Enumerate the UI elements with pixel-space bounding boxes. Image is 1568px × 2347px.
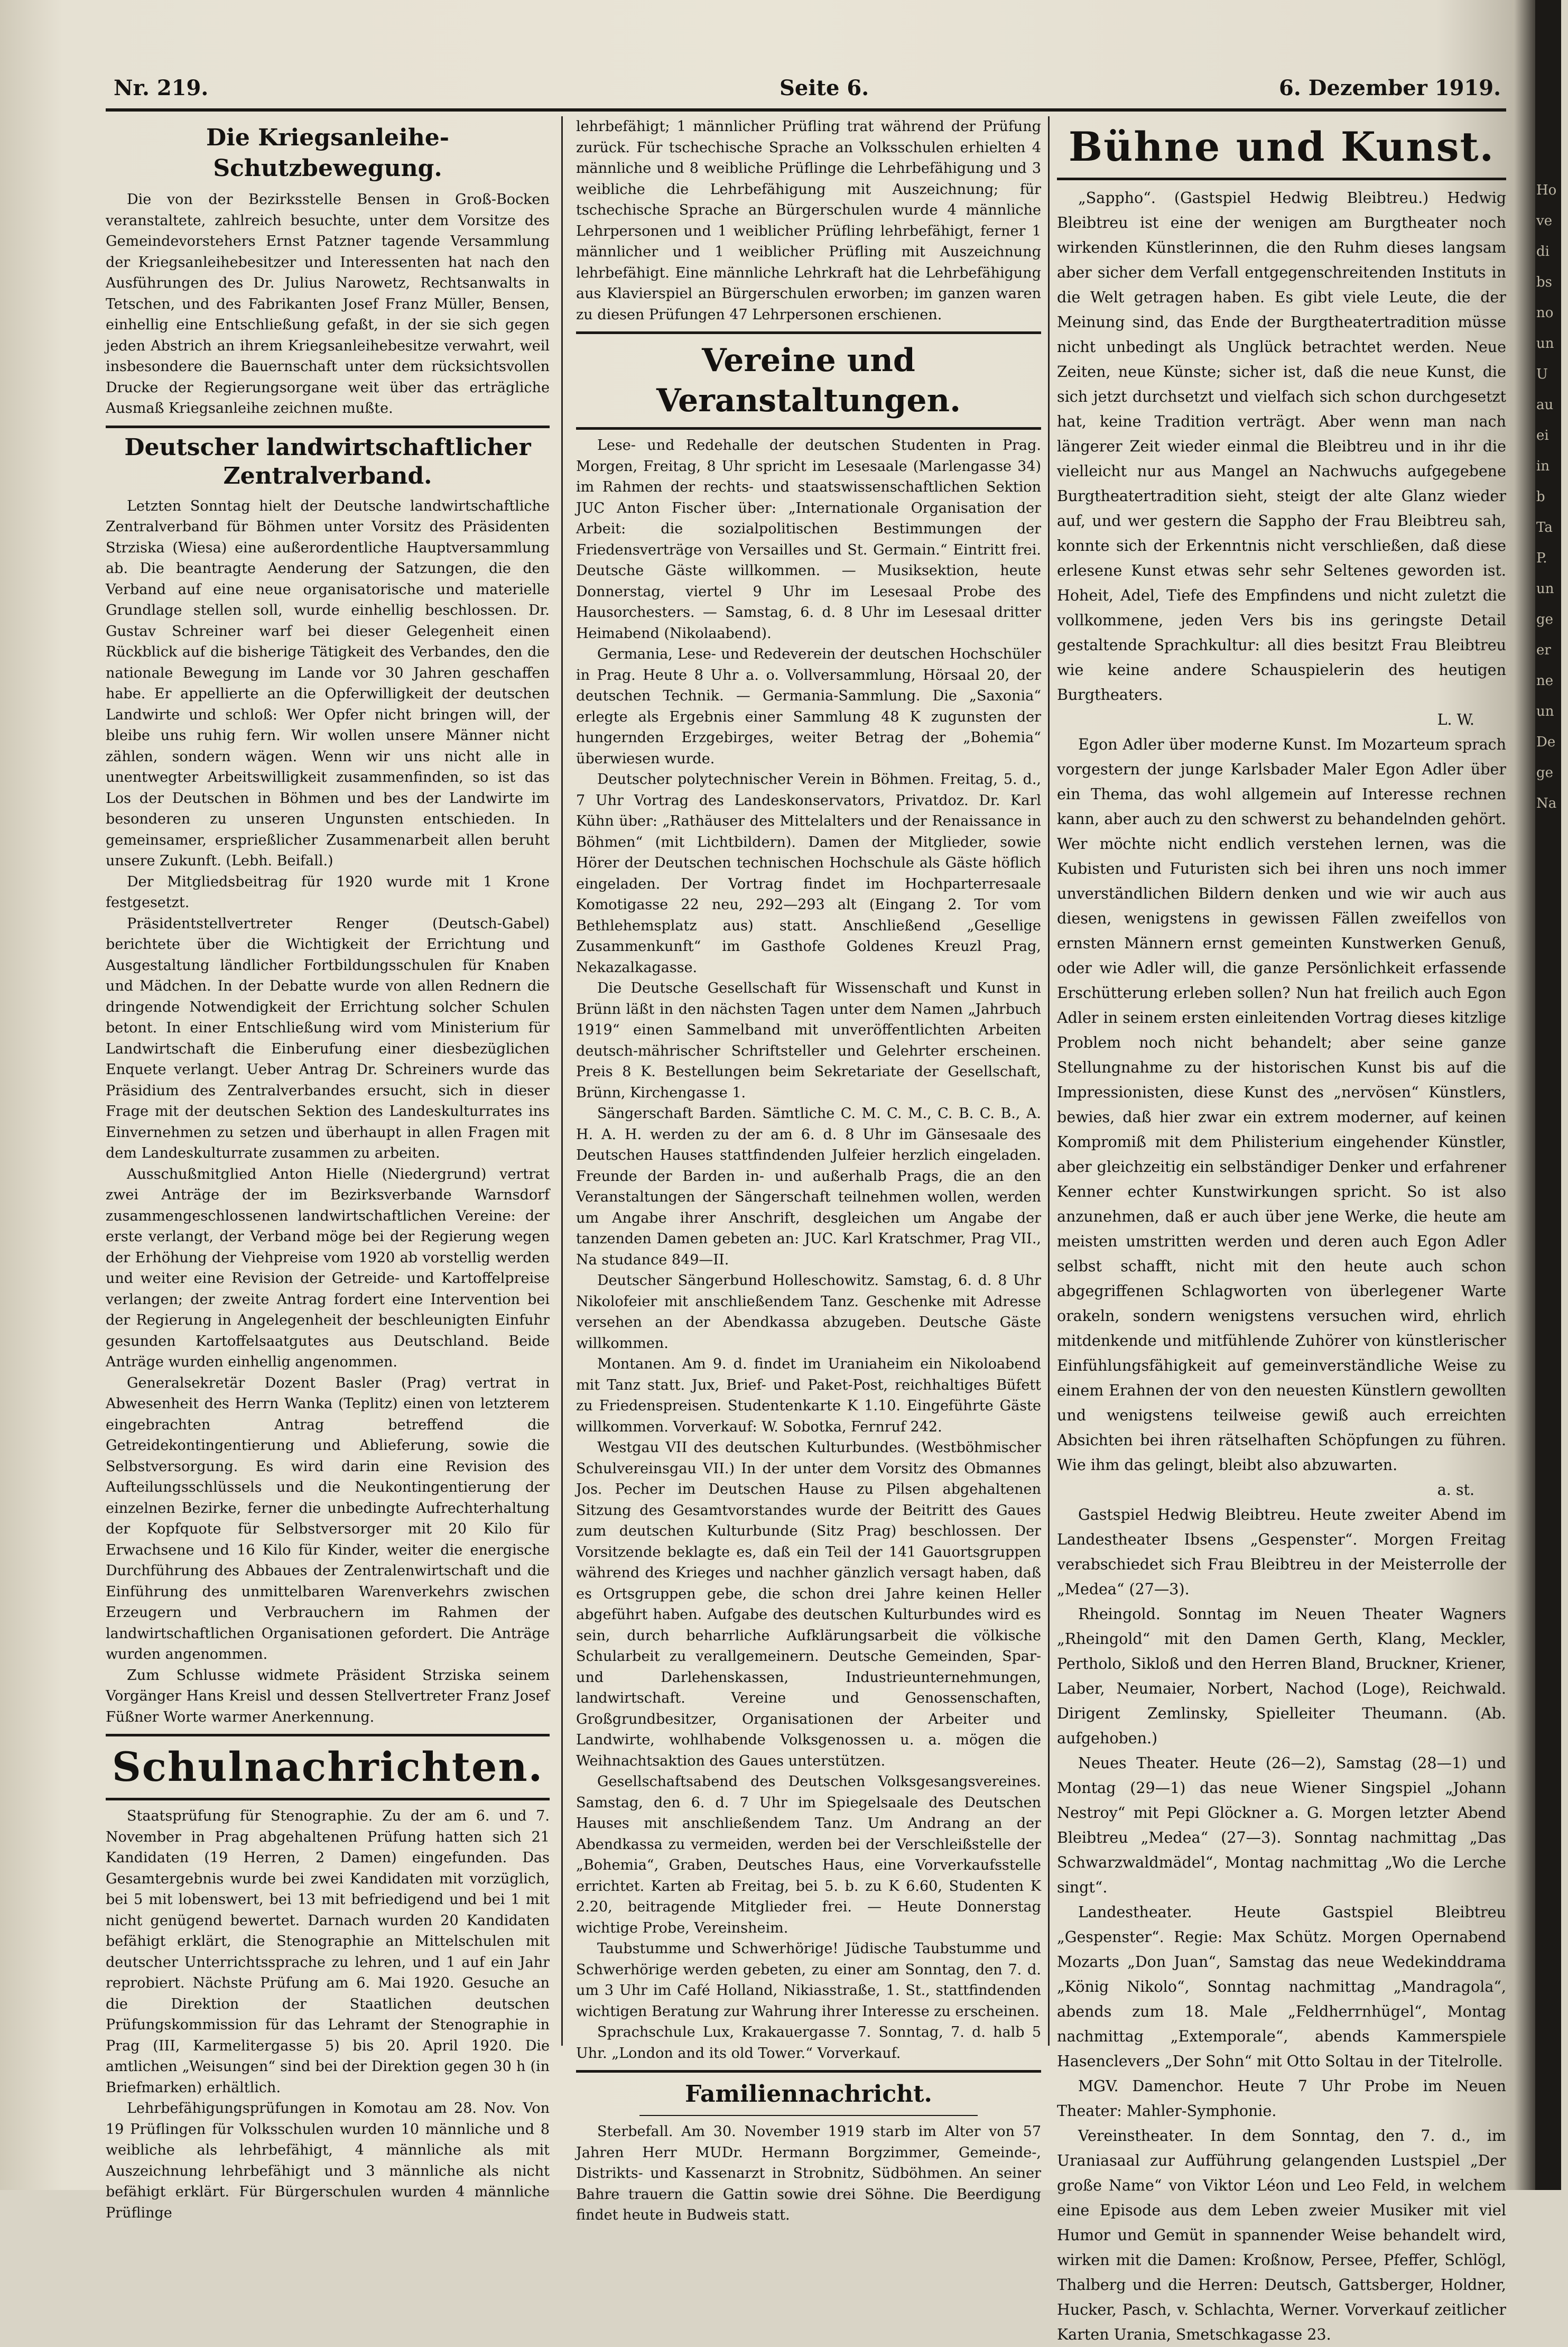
bleed-fragment: un: [1536, 336, 1554, 352]
article-paragraph: Ausschußmitglied Anton Hielle (Niedergrund) vertrat zwei Anträge der im Bezirksverbande Warnsdorf zusammengeschlossenen landwirtschaftlichen Vereine: der erste verlangt, der Verband möge bei der Regierung wegen der Erhöhung der Viehpreise vom 1920 ab vorstellig werden und weiter eine Revision der Getreide- und Kartoffelpreise verlangen; der zweite Antrag fordert eine Intervention bei der Regierung in Angelegenheit der beschleunigten Einfuhr gesunden Kartoffelsaatgutes aus Deutschland. Beide Anträge wurden einhellig angenommen.: [106, 1166, 550, 1370]
article-paragraph: Der Mitgliedsbeitrag für 1920 wurde mit 1 Krone festgesetzt.: [106, 873, 550, 911]
bleed-fragment: ne: [1536, 673, 1554, 689]
issue-number: Nr. 219.: [114, 76, 209, 100]
column-rule: [1048, 116, 1050, 2046]
bleed-fragment: P.: [1536, 550, 1547, 566]
article-paragraph: Staatsprüfung für Stenographie. Zu der am 6. und 7. November in Prag abgehaltenen Prüfung hatten sich 21 Kandidaten (19 Herren, 2 Damen) eingefunden. Das Gesamtergebnis wurde bei zwei Kandidaten mit vorzüglich, bei 5 mit lobenswert, bei 13 mit befriedigend und bei 1 mit nicht genügend bewertet. Darnach wurden 20 Kandidaten befähigt erklärt, die Stenographie an Mittelschulen mit deutscher Unterrichtssprache zu lehren, und 1 auf ein Jahr reprobiert. Nächste Prüfung am 6. Mai 1920. Gesuche an die Direktion der Staatlichen deutschen Prüfungskommission für das Lehramt der Stenographie in Prag (III, Karmelitergasse 5) bis 20. April 1920. Die amtlichen „Weisungen“ sind bei der Direktion gegen 30 h (in Briefmarken) erhältlich.: [106, 1808, 550, 2096]
column-1: [106, 116, 550, 2221]
section-divider: [576, 331, 1041, 334]
article-paragraph: MGV. Damenchor. Heute 7 Uhr Probe im Neuen Theater: Mahler-Symphonie.: [1057, 2077, 1506, 2120]
bleed-fragment: ge: [1536, 612, 1554, 627]
bleed-fragment: b: [1536, 489, 1545, 505]
facing-page-bleed: [1535, 0, 1561, 2190]
bleed-fragment: ei: [1536, 428, 1549, 443]
section-divider: [106, 1734, 550, 1736]
author-initials: a. st.: [1437, 1481, 1474, 1499]
header-rule: [106, 108, 1506, 112]
article-paragraph: Lehrbefähigungsprüfungen in Komotau am 28. Nov. Von 19 Prüflingen für Volksschulen wurden 10 männliche und 8 weibliche als lehrbefähigt, 4 männliche als mit Auszeichnung lehrbefähigt und 3 männliche als nicht befähigt erklärt. Für Bürgerschulen wurden 4 männliche Prüflinge: [106, 2100, 550, 2221]
article-paragraph: Taubstumme und Schwerhörige! Jüdische Taubstumme und Schwerhörige werden gebeten, zu einer am Sonntag, den 7. d. um 3 Uhr im Café Holland, Nikiasstraße, 1. St., stattfindenden wichtigen Beratung zur Wahrung ihrer Interesse zu erscheinen.: [576, 1941, 1041, 2020]
bleed-fragment: ge: [1536, 765, 1554, 781]
article-paragraph: Germania, Lese- und Redeverein der deutschen Hochschüler in Prag. Heute 8 Uhr a. o. Vollversammlung, Hörsaal 20, der deutschen Technik. — Germania-Sammlung. Die „Saxonia“ erlegte als Ergebnis einer Sammlung 48 K zugunsten der hungernden Erzgebirges, weiter Betrag der „Bohemia“ überwiesen wurde.: [576, 646, 1041, 767]
section-divider: [576, 2070, 1041, 2073]
article-paragraph: „Sappho“. (Gastspiel Hedwig Bleibtreu.) Hedwig Bleibtreu ist eine der wenigen am Burgtheater noch wirkenden Künstlerinnen, die den Ruhm dieses langsam aber sicher dem Verfall entgegenschreitenden Instituts in die Welt getragen haben. Es gibt viele Leute, die der Meinung sind, das Ende der Burgtheatertradition müsse nicht unbedingt als Unglück betrachtet werden. Neue Zeiten, neue Künste; sicher ist, daß die neue Kunst, die sich jetzt durchsetzt und vielfach sich schon durchgesetzt hat, keine Tradition verträgt. Aber wenn man nach längerer Zeit wieder einmal die Bleibtreu und in ihr die vielleicht nur aus Mangel an Nachwuchs aufgegebene Burgtheatertradition sieht, steigt der alte Glanz wieder auf, und wer gestern die Sappho der Frau Bleibtreu sah, konnte sich der Erkenntnis nicht verschließen, daß diese erlesene Kunst etwas sehr sehr Seltenes geworden ist. Hoheit, Adel, Tiefe des Empfindens und nicht zuletzt die vollkommene, jeden Vers bis ins geringste Detail gestaltende Sprachkultur: all dies besitzt Frau Bleibtreu wie keine andere Schauspielerin des heutigen Burgtheaters.: [1057, 189, 1506, 704]
section-divider: [1057, 178, 1506, 180]
article-paragraph: Sängerschaft Barden. Sämtliche C. M. C. M., C. B. C. B., A. H. A. H. werden zu der am 6. d. 8 Uhr im Gänsesaale des Deutschen Hauses stattfindenden Julfeier herzlich eingeladen. Freunde der Barden in- und außerhalb Prags, die an den Veranstaltungen der Sängerschaft teilnehmen wollen, werden um Angabe ihrer Anschrift, desgleichen um Angabe der tanzenden Damen gebeten an: JUC. Karl Kratschmer, Prag VII., Na studance 849—II.: [576, 1105, 1041, 1268]
headline-schulnachrichten: Schulnachrichten.: [112, 1743, 544, 1790]
issue-date: 6. Dezember 1919.: [1279, 76, 1501, 100]
column-rule: [561, 116, 563, 2046]
section-divider: [106, 426, 550, 428]
bleed-fragment: U: [1536, 366, 1548, 382]
bleed-fragment: di: [1536, 244, 1550, 260]
bleed-fragment: bs: [1536, 274, 1552, 290]
article-paragraph: Generalsekretär Dozent Basler (Prag) vertrat in Abwesenheit des Herrn Wanka (Teplitz) einen von letzterem eingebrachten Antrag betreffend die Getreidekontingentierung und Ablieferung, sowie die Selbstversorgung. Es wird darin eine Revision des Aufteilungsschlüssels und die Neukontingentierung der einzelnen Bezirke, ferner die unbedingte Aufrechterhaltung der Kopfquote für Selbstversorger mit 20 Kilo für Erwachsene und 16 Kilo für Kinder, weiter die energische Durchführung des Abbaues der Zentralenwirtschaft und die Einführung des unmittelbaren Warenverkehrs zwischen Erzeugern und Verbrauchern im Rahmen der landwirtschaftlichen Organisationen gefordert. Die Anträge wurden angenommen.: [106, 1374, 550, 1662]
article-paragraph: Deutscher Sängerbund Holleschowitz. Samstag, 6. d. 8 Uhr Nikolofeier mit anschließendem Tanz. Geschenke mit Adresse versehen an der Abendkassa abzugeben. Deutsche Gäste willkommen.: [576, 1272, 1041, 1352]
headline-vereine: Vereine und Veranstaltungen.: [656, 342, 961, 419]
article-paragraph: Egon Adler über moderne Kunst. Im Mozarteum sprach vorgestern der junge Karlsbader Maler Egon Adler über ein Thema, das wohl allgemein auf Interesse rechnen kann, aber auch zu den schwerst zu behandelnden gehört. Wer möchte nicht endlich verstehen lernen, was die Kubisten und Futuristen sich bei ihren uns noch immer unverständlichen Bildern denken und wie wir auch aus diesen, wenigstens in gewissen Fällen zweifellos von ernsten Männern ernst gemeinten Kunstwerken Genuß, oder wie Adler will, die ganze Persönlichkeit erfassende Erschütterung erleben sollen? Nun hat freilich auch Egon Adler in seinem ersten einleitenden Vortrag dieses kitzlige Problem noch nicht behandelt; aber seine ganze Stellungnahme zu der historischen Kunst bis auf die Impressionisten, diese Kunst des „nervösen“ Künstlers, bewies, daß hier zwar ein extrem moderner, auf keinen Kompromiß mit dem Philisterium eingehender Künstler, aber gleichzeitig ein selbständiger Denker und erfahrener Kenner echter Kunstwirkungen spricht. So ist also anzunehmen, daß er auch über jene Werke, die heute am meisten umstritten werden und deren auch Egon Adler selbst schafft, nicht mit den heute auch schon abgegriffenen Schlagworten von überlegener Warte orakeln, sondern wenigstens versuchen wird, ehrlich mitdenkende und mitfühlende Zuhörer von künstlerischer Einfühlungsfähigkeit auf gemeinverständliche Weise zu einem Erahnen der von den neuesten Künstlern gewollten und wenigstens teilweise gewiß auch erreichten Absichten bei ihren rätselhaften Schöpfungen zu führen. Wie ihm das gelingt, bleibt also abzuwarten.: [1057, 736, 1506, 1474]
bleed-fragment: in: [1536, 458, 1550, 474]
article-paragraph: Sterbefall. Am 30. November 1919 starb im Alter von 57 Jahren Herr MUDr. Hermann Borgzimmer, Gemeinde-, Distrikts- und Kassenarzt in Strobnitz, Südböhmen. An seiner Bahre trauern die Gattin sowie drei Söhne. Die Beerdigung findet heute in Budweis statt.: [576, 2123, 1041, 2223]
bleed-fragment: un: [1536, 704, 1554, 719]
bleed-fragment: no: [1536, 305, 1554, 321]
article-paragraph: Westgau VII des deutschen Kulturbundes. (Westböhmischer Schulvereinsgau VII.) In der unter dem Vorsitz des Obmannes Jos. Pecher im Deutschen Hause zu Pilsen abgehaltenen Sitzung des Gesamtvorstandes wurde der Beitritt des Gaues zum deutschen Kulturbunde (Sitz Prag) beschlossen. Der Vorsitzende beklagte es, daß ein Teil der 141 Gauortsgruppen während des Krieges und nachher gänzlich versagt haben, daß es Ortsgruppen gebe, die schon drei Jahre keinen Heller abgeführt haben. Aufgabe des deutschen Kulturbundes wird es sein, durch beharrliche Aufklärungsarbeit die völkische Schularbeit zu verallgemeinern. Deutsche Gemeinden, Spar- und Darlehenskassen, Industrieunternehmungen, landwirtschaft. Vereine und Genossenschaften, Großgrundbesitzer, Organisationen der Arbeiter und Landwirte, wohlhabende Volksgenossen u. a. mögen die Weihnachtsaktion des Gaues unterstützen.: [576, 1439, 1041, 1769]
article-paragraph: Lese- und Redehalle der deutschen Studenten in Prag. Morgen, Freitag, 8 Uhr spricht im Lesesaale (Marlengasse 34) im Rahmen der rechts- und staatswissenschaftlichen Sektion JUC Anton Fischer über: „Internationale Organisation der Arbeit: die sozialpolitischen Bestimmungen der Friedensverträge von Versailles und St. Germain.“ Eintritt frei. Deutsche Gäste willkommen. — Musiksektion, heute Donnerstag, viertel 9 Uhr im Lesesaal Probe des Hausorchesters. — Samstag, 6. d. 8 Uhr im Lesesaal dritter Heimabend (Nikolaabend).: [576, 437, 1041, 642]
article-paragraph: Präsidentstellvertreter Renger (Deutsch-Gabel) berichtete über die Wichtigkeit der Errichtung und Ausgestaltung ländlicher Fortbildungsschulen für Knaben und Mädchen. In der Debatte wurde von allen Rednern die dringende Notwendigkeit der Errichtung solcher Schulen betont. In einer Entschließung wird vom Ministerium für Landwirtschaft die Einberufung einer diesbezüglichen Enquete verlangt. Ueber Antrag Dr. Schreiners wurde das Präsidium des Zentralverbandes ersucht, sich in dieser Frage mit der deutschen Sektion des Landeskulturrates ins Einvernehmen zu setzen und überhaupt in allen Fragen mit dem Landeskulturrate zusammen zu arbeiten.: [106, 915, 550, 1161]
article-paragraph: Neues Theater. Heute (26—2), Samstag (28—1) und Montag (29—1) das neue Wiener Singspiel „Johann Nestroy“ mit Pepi Glöckner a. G. Morgen letzter Abend Bleibtreu „Medea“ (27—3). Sonntag nachmittag „Das Schwarzwaldmädel“, Montag nachmittag „Wo die Lerche singt“.: [1057, 1754, 1506, 1896]
article-paragraph: Landestheater. Heute Gastspiel Bleibtreu „Gespenster“. Regie: Max Schütz. Morgen Opernabend Mozarts „Don Juan“, Samstag das neue Wedekinddrama „König Nikolo“, Sonntag nachmittag „Mandragola“, abends zum 18. Male „Feldherrnhügel“, Montag nachmittag „Extemporale“, abends Kammerspiele Hasenclevers „Der Sohn“ mit Otto Soltau in der Titelrolle.: [1057, 1904, 1506, 2070]
article-paragraph: Gesellschaftsabend des Deutschen Volksgesangsvereines. Samstag, den 6. d. 7 Uhr im Spiegelsaale des Deutschen Hauses mit anschließendem Tanz. Um Andrang an der Abendkassa zu vermeiden, werden bei der Verschleißstelle der „Bohemia“, Graben, Deutsches Haus, eine Vorverkaufsstelle errichtet. Karten ab Freitag, bei 5. b. zu K 6.60, Studenten K 2.20, beitragende Mitglieder frei. — Heute Donnerstag wichtige Probe, Vereinsheim.: [576, 1773, 1041, 1936]
bleed-fragment: ve: [1536, 213, 1553, 229]
author-initials: L. W.: [1437, 711, 1474, 728]
article-paragraph: Gastspiel Hedwig Bleibtreu. Heute zweiter Abend im Landestheater Ibsens „Gespenster“. Morgen Freitag verabschiedet sich Frau Bleibtreu in der Meisterrolle der „Medea“ (27—3).: [1057, 1506, 1506, 1598]
bleed-fragment: Na: [1536, 796, 1557, 811]
article-paragraph: lehrbefähigt; 1 männlicher Prüfling trat während der Prüfung zurück. Für tschechische Sprache an Volksschulen erhielten 4 männliche und 8 weibliche Prüflinge die Lehrbefähigung und 3 weibliche die Lehrbefähigung mit Auszeichnung; für tschechische Sprache an Bürgerschulen wurde 4 männliche Lehrpersonen und 1 weiblicher Prüfling lehrbefähigt, ferner 1 männlicher und 1 weiblicher Prüfling mit Auszeichnung lehrbefähigt. Eine männliche Lehrkraft hat die Lehrbefähigung aus Klavierspiel an Bürgerschulen erworben; im ganzen waren zu diesen Prüfungen 47 Lehrpersonen erschienen.: [576, 118, 1041, 323]
article-paragraph: Deutscher polytechnischer Verein in Böhmen. Freitag, 5. d., 7 Uhr Vortrag des Landeskonservators, Privatdoz. Dr. Karl Kühn über: „Rathäuser des Mittelalters und der Renaissance in Böhmen“ (mit Lichtbildern). Damen der Mitglieder, sowie Hörer der Deutschen technischen Hochschule als Gäste höflich eingeladen. Der Vortrag findet im Hochparterresaale Komotigasse 22 neu, 292—293 alt (Eingang 2. Tor vom Bethlehemsplatz aus) statt. Anschließend „Gesellige Zusammenkunft“ im Gasthofe Goldenes Kreuzl Prag, Nekazalkagasse.: [576, 771, 1041, 976]
section-divider: [106, 1798, 550, 1800]
headline-landwirtschaft: Deutscher landwirtschaftlicher Zentralverband.: [124, 433, 531, 489]
bleed-fragment: un: [1536, 581, 1554, 597]
headline-buehne-und-kunst: Bühne und Kunst.: [1068, 123, 1495, 170]
headline-kriegsanleihe: Die Kriegsanleihe-Schutzbewegung.: [206, 124, 450, 182]
page-header: [114, 71, 1501, 103]
article-paragraph: Sprachschule Lux, Krakauergasse 7. Sonntag, 7. d. halb 5 Uhr. „London and its old Tower.“ Vorverkauf.: [576, 2024, 1041, 2062]
section-divider: [639, 2115, 978, 2116]
section-divider: [576, 427, 1041, 430]
page-number: Seite 6.: [780, 76, 869, 100]
article-paragraph: Montanen. Am 9. d. findet im Uraniaheim ein Nikoloabend mit Tanz statt. Jux, Brief- und Paket-Post, reichhaltiges Büfett zu Friedenspreisen. Studentenkarte K 1.10. Eingeführte Gäste willkommen. Vorverkauf: W. Sobotka, Fernruf 242.: [576, 1356, 1041, 1435]
bleed-fragment: au: [1536, 397, 1554, 413]
bleed-fragment: De: [1536, 734, 1556, 750]
column-3: [1057, 116, 1506, 2343]
bleed-fragment: Ta: [1536, 520, 1553, 535]
headline-familiennachricht: Familiennachricht.: [685, 2081, 932, 2108]
article-paragraph: Rheingold. Sonntag im Neuen Theater Wagners „Rheingold“ mit den Damen Gerth, Klang, Meckler, Pertholo, Sikloß und den Herren Bland, Bruckner, Kriener, Laber, Neumaier, Norbert, Nachod (Loge), Reichwald. Dirigent Zemlinsky, Spielleiter Theumann. (Ab. aufgehoben.): [1057, 1605, 1506, 1747]
bleed-fragment: er: [1536, 642, 1551, 658]
article-paragraph: Vereinstheater. In dem Sonntag, den 7. d., im Uraniasaal zur Aufführung gelangenden Lustspiel „Der große Name“ von Viktor Léon und Leo Feld, in welchem eine Episode aus dem Leben zweier Musiker mit viel Humor und Gemüt in spannender Weise behandelt wird, wirken mit die Damen: Kroßnow, Persee, Pfeffer, Schlögl, Thalberg und die Herren: Deutsch, Gattsberger, Holdner, Hucker, Pasch, v. Schlachta, Werner. Vorverkauf zeitlicher Karten Urania, Smetschkagasse 23.: [1057, 2127, 1506, 2343]
article-paragraph: Die Deutsche Gesellschaft für Wissenschaft und Kunst in Brünn läßt in den nächsten Tagen unter dem Namen „Jahrbuch 1919“ einen Sammelband mit unveröffentlichten Arbeiten deutsch-mährischer Schriftsteller und Gelehrter erscheinen. Preis 8 K. Bestellungen beim Sekretariate der Gesellschaft, Brünn, Kirchengasse 1.: [576, 980, 1041, 1101]
article-paragraph: Zum Schlusse widmete Präsident Strziska seinem Vorgänger Hans Kreisl und dessen Stellvertreter Franz Josef Füßner Worte warmer Anerkennung.: [106, 1667, 550, 1725]
article-paragraph: Letzten Sonntag hielt der Deutsche landwirtschaftliche Zentralverband für Böhmen unter Vorsitz des Präsidenten Strziska (Wiesa) eine außerordentliche Hauptversammlung ab. Die beantragte Aenderung der Satzungen, die den Verband auf eine neue organisatorische und materielle Grundlage stellen soll, wurde einhellig beschlossen. Dr. Gustav Schreiner warf bei dieser Gelegenheit einen Rückblick auf die bisherige Tätigkeit des Verbandes, den die nationale Bewegung im Lande vor 30 Jahren geschaffen habe. Er appellierte an die Opferwilligkeit der deutschen Landwirte und schloß: Wer Opfer nicht bringen will, der bleibe uns ruhig fern. Wir wollen unsere Männer nicht zählen, sondern wägen. Wenn wir uns nicht alle in unentwegter Arbeitswilligkeit zusammenfinden, so ist das Los der Deutschen in Böhmen und bes der Landwirte im besonderen zu unseren Ungunsten entschieden. In gemeinsamer, ersprießlicher Zusammenarbeit allen beruht unsere Zukunft. (Lebh. Beifall.): [106, 497, 550, 869]
column-2: [576, 116, 1041, 2223]
bleed-fragment: Ho: [1536, 182, 1557, 198]
article-paragraph: Die von der Bezirksstelle Bensen in Groß-Bocken veranstaltete, zahlreich besuchte, unter dem Vorsitze des Gemeindevorstehers Ernst Patzner tagende Versammlung der Kriegsanleihebesitzer und Interessenten hat nach den Ausführungen des Dr. Julius Narowetz, Rechtsanwalts in Tetschen, und des Fabrikanten Josef Franz Müller, Bensen, einhellig eine Entschließung gefaßt, in der sie sich gegen jeden Abstrich an ihrem Kriegsanleihebesitze verwahrt, weil insbesondere die Bauernschaft unter dem rücksichtsvollen Drucke der Regierungsorgane weit über das erträgliche Ausmaß Kriegsanleihe zeichnen mußte.: [106, 191, 550, 417]
